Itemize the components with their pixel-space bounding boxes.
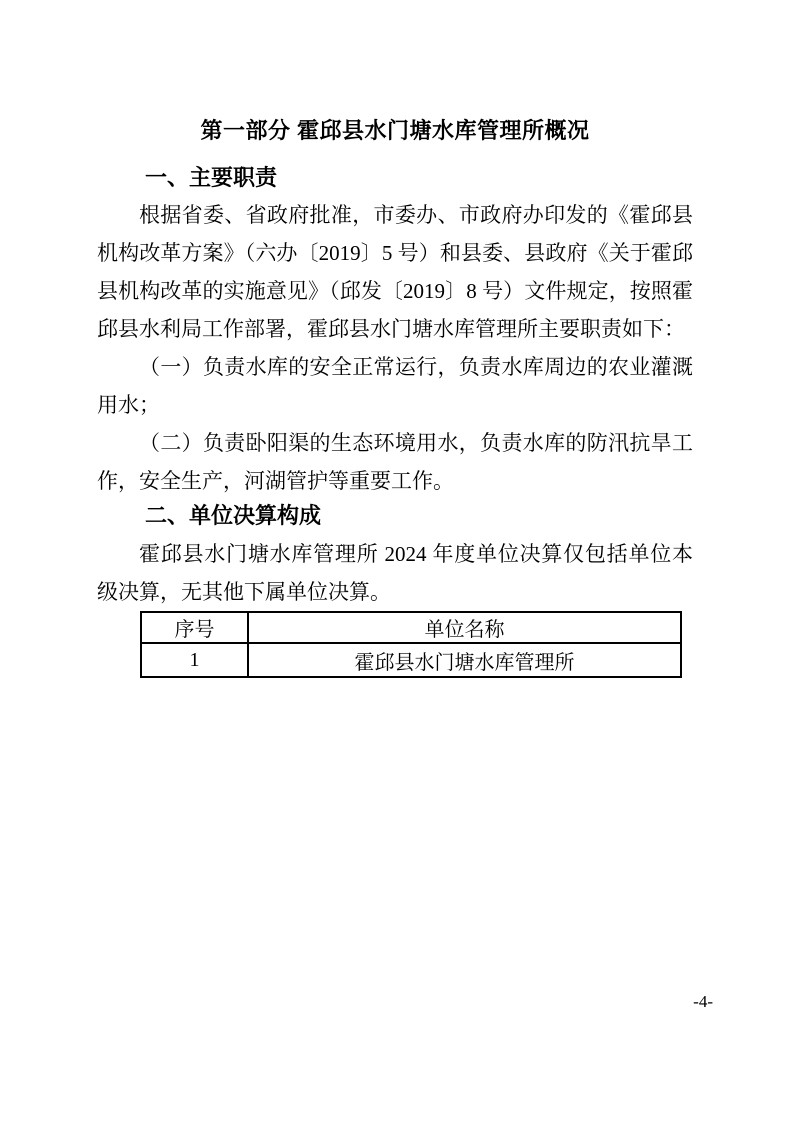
table-cell-unit-name: 霍邱县水门塘水库管理所 — [248, 643, 681, 677]
paragraph-duty-2: （二）负责卧阳渠的生态环境用水，负责水库的防汛抗旱工作，安全生产，河湖管护等重要工作。 — [97, 431, 693, 493]
paragraph-duty-1: （一）负责水库的安全正常运行，负责水库周边的农业灌溉用水； — [97, 355, 693, 417]
paragraph-unit-composition: 霍邱县水门塘水库管理所 2024 年度单位决算仅包括单位本级决算，无其他下属单位决算。 — [97, 542, 693, 604]
paragraph-intro: 根据省委、省政府批准，市委办、市政府办印发的《霍邱县机构改革方案》（六办〔2019〕5 号）和县委、县政府《关于霍邱县机构改革的实施意见》（邱发〔2019〕8 号）文件规定，按照霍邱县水利局工作部署，霍邱县水门塘水库管理所主要职责如下： — [97, 203, 693, 341]
document-content — [97, 116, 693, 678]
table-row — [141, 643, 681, 677]
table-header-row — [141, 612, 681, 643]
section-heading-main-duties: 一、主要职责 — [145, 165, 278, 190]
section-heading-unit-composition: 二、单位决算构成 — [145, 503, 322, 528]
page-title: 第一部分 霍邱县水门塘水库管理所概况 — [200, 118, 590, 143]
table-header-unit-name: 单位名称 — [248, 612, 681, 643]
page-number: -4- — [693, 992, 713, 1011]
table-cell-index: 1 — [141, 643, 248, 677]
unit-composition-table — [140, 611, 682, 678]
table-header-index: 序号 — [141, 612, 248, 643]
